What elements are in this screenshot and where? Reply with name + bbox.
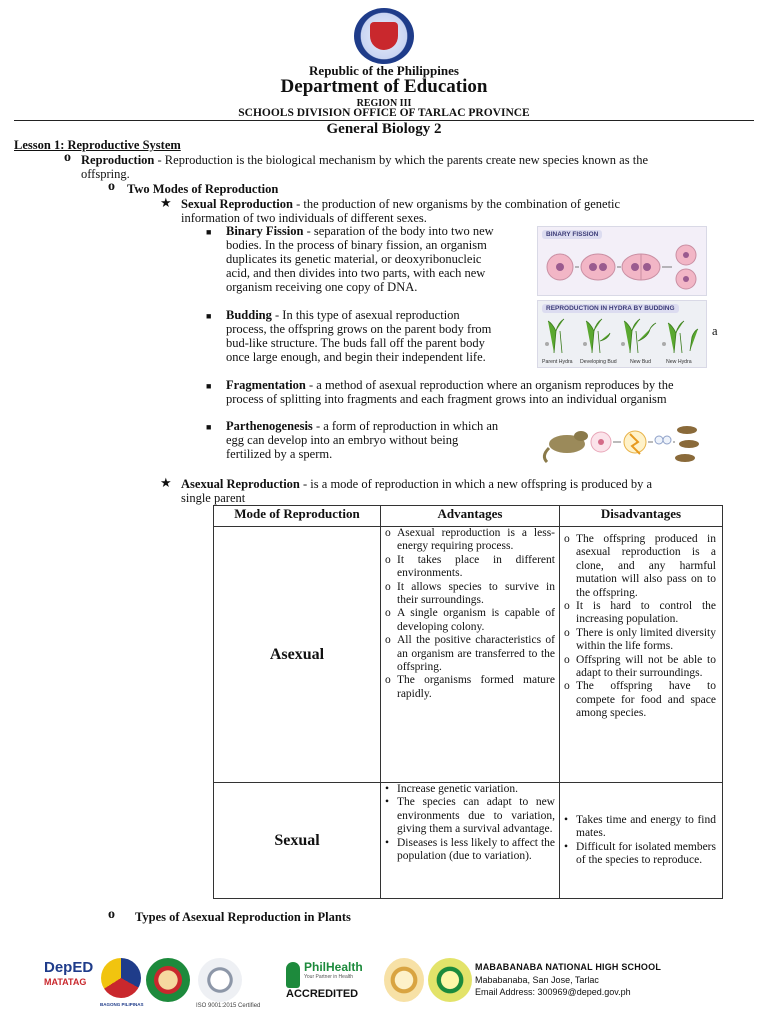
- header-division: SCHOOLS DIVISION OFFICE OF TARLAC PROVINCE: [238, 107, 530, 119]
- table-header: Disadvantages: [560, 506, 723, 527]
- bagong-pilipinas-logo: [100, 958, 142, 1014]
- list-item-text: Offspring will not be able to adapt to their surroundings.: [576, 653, 716, 680]
- bagong-pilipinas-emblem-icon: [101, 958, 141, 998]
- reproduction-definition-cont: offspring.: [81, 167, 130, 181]
- list-item-text: All the positive characteristics of an organism are transferred to the offspring.: [397, 634, 555, 674]
- fragmentation-line: process of splitting into fragments and each fragment grows into an individual organism: [226, 392, 667, 406]
- budding-figure-title: REPRODUCTION IN HYDRA BY BUDDING: [542, 304, 679, 313]
- parthenogenesis-line: fertilized by a sperm.: [226, 447, 333, 461]
- parthenogenesis-line: egg can develop into an embryo without being: [226, 433, 459, 447]
- lizard-icon: [544, 431, 588, 462]
- budding-line: once large enough, and begin their independent life.: [226, 350, 486, 364]
- table-header-row: [214, 506, 723, 527]
- egg-cell-icon: [591, 432, 611, 452]
- school-address: Mababanaba, San Jose, Tarlac: [475, 975, 599, 985]
- circle-bullet-icon: o: [385, 527, 391, 539]
- list-item: [564, 654, 716, 681]
- new-bud-icon: [624, 319, 656, 353]
- circle-bullet-icon: o: [564, 533, 570, 545]
- philhealth-tagline: Your Partner in Health: [304, 974, 354, 980]
- budding-line: process, the offspring grows on the parent body from: [226, 322, 492, 336]
- binary-fission-line: - separation of the body into two new: [303, 224, 494, 238]
- cytoplasm-division-cell-icon: [622, 254, 660, 280]
- two-modes-heading: Two Modes of Reproduction: [127, 182, 279, 196]
- school-email: Email Address: 300969@deped.gov.ph: [475, 987, 631, 997]
- philhealth-figure-icon: [286, 962, 300, 988]
- list-item-text: A single organism is capable of developing colony.: [397, 607, 555, 633]
- philhealth-accredited-logo: [286, 960, 376, 1004]
- list-item: [385, 607, 555, 634]
- division-seal-logo: [146, 958, 190, 1002]
- iso-label: ISO 9001:2015 Certified: [196, 1003, 261, 1009]
- circle-bullet-icon: o: [385, 634, 391, 647]
- list-item: [385, 783, 555, 796]
- circle-bullet-icon: o: [564, 680, 570, 693]
- bullet-o: o: [108, 907, 115, 922]
- binary-fission-line: organism receiving one copy of DNA.: [226, 280, 418, 294]
- asexual-advantages-cell: [381, 527, 560, 783]
- hydra-stage-label: New Bud: [630, 359, 652, 365]
- list-item: [385, 527, 555, 554]
- list-item-text: Increase genetic variation.: [397, 783, 519, 795]
- asexual-disadvantages-list: [564, 527, 716, 721]
- dna-duplication-cell-icon: [581, 254, 615, 280]
- list-item: [564, 814, 716, 841]
- offspring-lizards-icon: [675, 426, 699, 462]
- list-item-text: Diseases is less likely to affect the population (due to variation).: [397, 836, 555, 863]
- parthenogenesis-figure: [537, 416, 705, 466]
- circle-bullet-icon: o: [385, 607, 391, 620]
- list-item-text: It is hard to control the increasing population.: [576, 600, 716, 626]
- table-header: Mode of Reproduction: [214, 506, 381, 527]
- parthenogenesis-line: - a form of reproduction in which an: [312, 419, 499, 433]
- asexual-advantages-list: [385, 527, 555, 701]
- star-bullet-icon: ★: [160, 475, 172, 490]
- list-item: [385, 796, 555, 836]
- list-item-text: The species can adapt to new environments due to variation, giving them a survival advantage.: [397, 796, 555, 836]
- dot-bullet-icon: •: [385, 796, 390, 809]
- accredited-label: ACCREDITED: [286, 988, 359, 1000]
- list-item-text: The offspring produced in asexual reproduction is a clone, and any harmful mutation will also pass on to the offspring.: [576, 533, 716, 599]
- circle-bullet-icon: o: [385, 580, 391, 593]
- reproduction-paragraph: [81, 153, 741, 167]
- school-name: MABABANABA NATIONAL HIGH SCHOOL: [475, 962, 662, 972]
- budding-line: bud-like structure. The buds fall off the parent body: [226, 336, 485, 350]
- egg-activation-icon: [624, 431, 646, 454]
- list-item: [385, 837, 555, 864]
- sexual-term: Sexual Reproduction: [181, 197, 293, 211]
- deped-logo-text: DepED: [44, 959, 94, 976]
- asexual-disadvantages-cell: [560, 527, 723, 783]
- list-item-text: It takes place in different environments.: [397, 553, 555, 580]
- bullet-o: o: [64, 150, 71, 165]
- reproduction-definition: - Reproduction is the biological mechanism by which the parents create new species known as the: [154, 153, 648, 167]
- budding-term: Budding: [226, 308, 272, 322]
- table-row: [214, 527, 723, 783]
- budding-paragraph: [226, 308, 526, 364]
- dot-bullet-icon: •: [385, 783, 390, 795]
- table-header: Advantages: [381, 506, 560, 527]
- list-item: [385, 634, 555, 674]
- binary-fission-term: Binary Fission: [226, 224, 304, 238]
- sexual-advantages-list: [385, 783, 555, 863]
- seal-shield-icon: [370, 22, 398, 50]
- list-item: [385, 554, 555, 581]
- iso-certification-logo: [198, 958, 242, 1002]
- table-row: [214, 783, 723, 899]
- bullet-o: o: [108, 179, 115, 194]
- sexual-advantages-cell: [381, 783, 560, 899]
- parthenogenesis-term: Parthenogenesis: [226, 419, 313, 433]
- list-item: [385, 674, 555, 701]
- list-item-text: Takes time and energy to find mates.: [576, 813, 716, 840]
- list-item: [564, 600, 716, 627]
- header-department: Department of Education: [280, 76, 488, 97]
- developing-bud-icon: [586, 319, 610, 353]
- asexual-paragraph: [181, 477, 741, 491]
- types-asexual-plants-heading: Types of Asexual Reproduction in Plants: [135, 910, 351, 924]
- mode-cell-sexual: Sexual: [214, 783, 381, 899]
- list-item-text: Difficult for isolated members of the species to reproduce.: [576, 840, 716, 866]
- circle-bullet-icon: o: [385, 674, 391, 687]
- daughter-cells-icon: [676, 245, 696, 289]
- list-item-text: The organisms formed mature rapidly.: [397, 674, 555, 700]
- asexual-term: Asexual Reproduction: [181, 477, 300, 491]
- circle-bullet-icon: o: [564, 653, 570, 666]
- dot-bullet-icon: •: [564, 813, 569, 826]
- reproduction-modes-table: [213, 505, 723, 899]
- asexual-definition-cont: single parent: [181, 491, 246, 505]
- philhealth-logo-text: PhilHealth: [304, 960, 363, 974]
- fragmentation-term: Fragmentation: [226, 378, 306, 392]
- reproduction-term: Reproduction: [81, 153, 155, 167]
- parent-cell-icon: [547, 254, 573, 280]
- square-bullet-icon: ■: [206, 311, 212, 321]
- star-bullet-icon: ★: [160, 195, 172, 210]
- list-item: [564, 533, 716, 600]
- lesson-title: Lesson 1: Reproductive System: [14, 138, 181, 152]
- list-item: [564, 627, 716, 654]
- sexual-definition-cont: information of two individuals of different sexes.: [181, 211, 427, 225]
- parthenogenesis-paragraph: [226, 419, 526, 461]
- circle-bullet-icon: o: [564, 600, 570, 613]
- embryo-cells-icon: [655, 436, 671, 444]
- school-seal-logo: [428, 958, 472, 1002]
- mode-cell-asexual: Asexual: [214, 527, 381, 783]
- list-item: [385, 581, 555, 608]
- subject-title: General Biology 2: [326, 121, 442, 137]
- deped-seal-logo: [354, 8, 414, 64]
- matatag-logo-text: MATATAG: [44, 977, 87, 987]
- fragmentation-line: - a method of asexual reproduction where an organism reproduces by the: [305, 378, 674, 392]
- list-item-text: It allows species to survive in their surroundings.: [397, 580, 555, 607]
- sexual-disadvantages-cell: [560, 783, 723, 899]
- dot-bullet-icon: •: [564, 840, 569, 853]
- asexual-definition: - is a mode of reproduction in which a new offspring is produced by a: [299, 477, 653, 491]
- hydra-stage-label: Parent Hydra: [542, 359, 573, 365]
- circle-bullet-icon: o: [385, 553, 391, 566]
- budding-line: - In this type of asexual reproduction: [271, 308, 460, 322]
- budding-trailing-text: a: [712, 324, 718, 338]
- list-item-text: The offspring have to compete for food and space among species.: [576, 680, 716, 720]
- fragmentation-paragraph: [226, 378, 726, 406]
- binary-fission-line: duplicates its genetic material, or deoxyribonucleic: [226, 252, 482, 266]
- sexual-paragraph: [181, 197, 741, 211]
- square-bullet-icon: ■: [206, 381, 212, 391]
- circle-bullet-icon: o: [564, 626, 570, 639]
- binary-fission-line: acid, and then divides into two parts, with each new: [226, 266, 486, 280]
- hydra-stage-label: Developing Bud: [580, 359, 617, 365]
- list-item-text: There is only limited diversity within the life forms.: [576, 626, 716, 653]
- sexual-disadvantages-list: [564, 814, 716, 868]
- binary-fission-figure: [537, 226, 707, 296]
- list-item: [564, 841, 716, 868]
- binary-fission-line: bodies. In the process of binary fission, an organism: [226, 238, 487, 252]
- list-item-text: Asexual reproduction is a less-energy requiring process.: [397, 527, 555, 553]
- school-award-badge-logo: [384, 958, 424, 1002]
- sexual-definition: - the production of new organisms by the combination of genetic: [292, 197, 621, 211]
- deped-matatag-logo: [44, 960, 96, 1000]
- bagong-pilipinas-text: BAGONG PILIPINAS: [100, 1002, 144, 1007]
- new-hydra-icon: [668, 321, 698, 353]
- budding-figure: [537, 300, 707, 368]
- binary-fission-paragraph: [226, 224, 526, 294]
- header-republic: Republic of the Philippines: [309, 63, 459, 78]
- dot-bullet-icon: •: [385, 836, 390, 849]
- parthenogenesis-diagram: [537, 416, 705, 466]
- square-bullet-icon: ■: [206, 227, 212, 237]
- parent-hydra-icon: [548, 319, 564, 353]
- binary-fission-figure-title: BINARY FISSION: [542, 230, 602, 239]
- square-bullet-icon: ■: [206, 422, 212, 432]
- header-region: REGION III: [356, 98, 412, 109]
- list-item: [564, 680, 716, 720]
- hydra-stage-label: New Hydra: [666, 359, 692, 365]
